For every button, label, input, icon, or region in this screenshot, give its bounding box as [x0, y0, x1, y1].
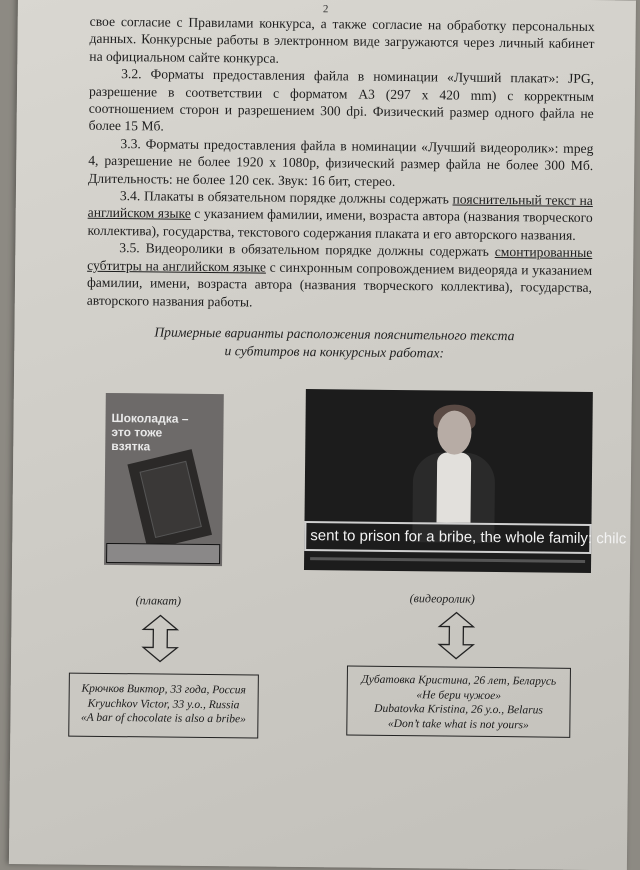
- examples-caption: [114, 323, 554, 364]
- paragraph-3-5-underlined: смонтированные субтитры на английском языке: [87, 244, 593, 275]
- paragraph-continuation: свое согласие с Правилами конкурса, а также согласие на обработку персональных данных. Конкурсные работы в электронном виде загружаются через личный кабинет на официальном сайте конкурса.: [89, 13, 595, 66]
- poster-caption-frame: [106, 543, 220, 564]
- paragraph-3-5-end: с синхронным сопровождением видеоряда и указанием фамилии, имени, возраста автора (названия творческого коллектива), государства, авторского названия работы.: [86, 259, 593, 309]
- poster-title: [111, 411, 188, 454]
- video-info-line-1: Дубатовка Кристина, 26 лет, Беларусь: [361, 673, 557, 688]
- video-subtitle: sent to prison for a bribe, the whole family: chilc: [304, 521, 591, 554]
- chocolate-bar-illustration: [127, 449, 212, 550]
- document-page: [9, 0, 636, 870]
- poster-info-box: [68, 673, 259, 739]
- poster-info-line-3: «A bar of chocolate is also a bribe»: [80, 711, 246, 726]
- paragraph-3-5: [87, 239, 593, 314]
- poster-title-line-2: это тоже: [111, 425, 163, 440]
- poster-double-arrow-icon: [139, 613, 182, 663]
- paragraph-3-4-end: с указанием фамилии, имени, возраста автора (названия творческого коллектива), государства, текстового содержания плаката и его авторского названия.: [87, 206, 593, 243]
- body-text: [87, 13, 595, 314]
- video-progress-bar: [310, 557, 585, 563]
- video-info-box: [346, 665, 571, 737]
- poster-info-line-2: Kryuchkov Victor, 33 y.o., Russia: [87, 697, 240, 711]
- video-info-line-2: «Не бери чужое»: [416, 688, 502, 702]
- poster-example-image: [104, 393, 224, 566]
- paragraph-3-5-start: 3.5. Видеоролики в обязательном порядке должны содержать: [119, 240, 495, 260]
- paragraph-3-4-underlined: пояснительный текст на английском языке: [87, 191, 593, 222]
- speaker-head: [437, 410, 471, 454]
- paragraph-3-4: [87, 187, 593, 245]
- paragraph-3-4-start: 3.4. Плакаты в обязательном порядке должны содержать: [119, 188, 453, 207]
- video-example-frame: [304, 389, 627, 573]
- video-info-line-3: Dubatovka Kristina, 26 y.o., Belarus: [374, 702, 543, 717]
- caption-line-1: Примерные варианты расположения пояснительного текста: [154, 324, 515, 344]
- paragraph-3-3: 3.3. Форматы предоставления файла в номинации «Лучший видеоролик»: mpeg 4, разрешение не более 1920 х 1080р, физический размер файла не более 300 Мб. Длительность: не более 120 сек. Звук: 16 бит, стерео.: [87, 135, 594, 189]
- video-double-arrow-icon: [435, 610, 478, 660]
- page-number: 2: [322, 3, 329, 16]
- caption-line-2: и субтитров на конкурсных работах:: [224, 343, 445, 361]
- poster-title-line-3: взятка: [111, 439, 151, 454]
- video-info-line-4: «Don’t take what is not yours»: [387, 717, 529, 731]
- poster-label: (плакат): [135, 593, 182, 608]
- poster-title-line-1: Шоколадка –: [111, 411, 189, 426]
- poster-info-line-1: Крючков Виктор, 33 года, Россия: [81, 682, 246, 697]
- speaker-shirt: [436, 452, 471, 522]
- paragraph-3-2: 3.2. Форматы предоставления файла в номинации «Лучший плакат»: JPG, разрешение в соответствии с форматом А3 (297 х 420 mm) с корректным соотношением сторон и разрешением 300 dpi. Физический размер одного файла не более 15 Мб.: [88, 66, 595, 134]
- video-label: (видеоролик): [409, 591, 475, 606]
